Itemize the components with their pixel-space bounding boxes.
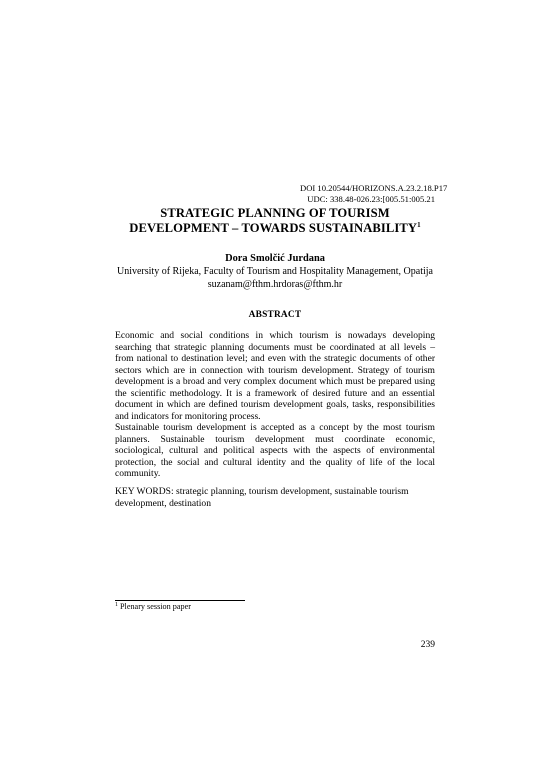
paper-title <box>100 206 450 236</box>
title-line-1: STRATEGIC PLANNING OF TOURISM <box>160 206 390 220</box>
title-line-2 <box>100 221 450 236</box>
author-affiliation-block <box>100 266 450 291</box>
abstract-paragraph-1: Economic and social conditions in which tourism is nowadays developing searching that strategic planning documents must be coordinated at all levels – from national to destination level; and even with the strategic documents of other sectors which are in connection with tourism development. Strategy of tourism development is a broad and very complex document which must be prepared using the scientific methodology. It is a framework of desired future and an essential document in which are defined tourism development goals, tasks, responsibilities and indicators for monitoring process. <box>115 330 435 422</box>
keywords <box>115 486 435 510</box>
doi-identifier: DOI 10.20544/HORIZONS.A.23.2.18.P17 <box>300 183 448 193</box>
keywords-label: KEY WORDS <box>115 486 171 497</box>
abstract-body <box>115 330 435 480</box>
footnote <box>115 602 315 612</box>
keywords-text: : strategic planning, tourism development, sustainable tourism development, destination <box>115 486 409 509</box>
footnote-divider <box>115 600 245 601</box>
title-footnote-marker: 1 <box>417 221 421 229</box>
abstract-paragraph-2: Sustainable tourism development is accepted as a concept by the most tourism planners. Sustainable tourism development must coordinate economic, sociological, cultural and political aspects with the aspects of environmental protection, the social and cultural identity and the quality of life of the local community. <box>115 422 435 479</box>
udc-identifier: UDC: 338.48-026.23:[005.51:005.21 <box>307 194 435 204</box>
page-number: 239 <box>420 640 435 650</box>
doi-block <box>300 183 448 205</box>
author-affiliation: University of Rijeka, Faculty of Tourism and Hospitality Management, Opatija <box>116 266 433 277</box>
footnote-text: Plenary session paper <box>120 602 191 611</box>
footnote-marker: 1 <box>115 602 118 608</box>
abstract-heading: ABSTRACT <box>248 310 302 320</box>
title-line-2-text: DEVELOPMENT – TOWARDS SUSTAINABILITY <box>129 221 418 235</box>
author-name: Dora Smolčić Jurdana <box>225 253 325 264</box>
author-email: suzanam@fthm.hrdoras@fthm.hr <box>207 278 343 290</box>
